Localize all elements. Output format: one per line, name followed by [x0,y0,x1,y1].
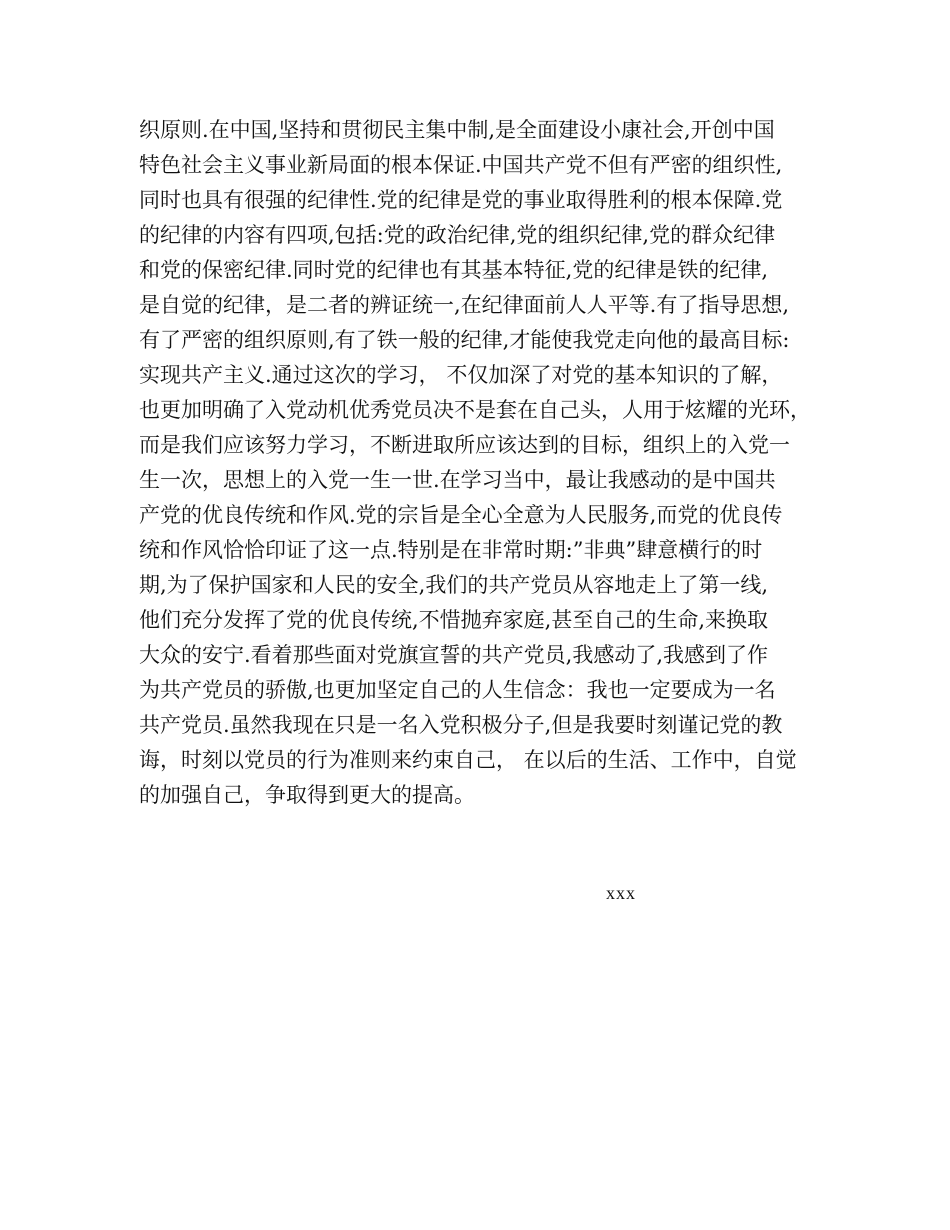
text-line: 的加强自己，争取得到更大的提高。 [139,783,475,807]
text-line: 特色社会主义事业新局面的根本保证.中国共产党不但有严密的组织性, [139,153,783,177]
text-line: 同时也具有很强的纪律性.党的纪律是党的事业取得胜利的根本保障.党 [139,188,783,212]
text-line: 为共产党员的骄傲,也更加坚定自己的人生信念：我也一定要成为一名 [139,678,776,702]
text-line: 诲，时刻以党员的行为准则来约束自己， 在以后的生活、工作中，自觉 [139,748,797,772]
text-line: 织原则.在中国,坚持和贯彻民主集中制,是全面建设小康社会,开创中国 [139,118,775,142]
text-line: 是自觉的纪律，是二者的辨证统一,在纪律面前人人平等.有了指导思想, [139,293,790,317]
text-line: 共产党员.虽然我现在只是一名入党积极分子,但是我要时刻谨记党的教 [139,713,783,737]
text-line: 统和作风恰恰印证了这一点.特别是在非常时期:”非典”肆意横行的时 [139,538,763,562]
text-line: 和党的保密纪律.同时党的纪律也有其基本特征,党的纪律是铁的纪律, [139,258,769,282]
text-line: 而是我们应该努力学习，不断进取所应该达到的目标，组织上的入党一 [139,433,790,457]
text-line: 实现共产主义.通过这次的学习， 不仅加深了对党的基本知识的了解， [139,363,783,387]
body-paragraph [139,113,829,813]
text-line: 期,为了保护国家和人民的安全,我们的共产党员从容地走上了第一线, [139,573,769,597]
text-line: 大众的安宁.看着那些面对党旗宣誓的共产党员,我感动了,我感到了作 [139,643,769,667]
text-line: 产党的优良传统和作风.党的宗旨是全心全意为人民服务,而党的优良传 [139,503,783,527]
text-line: 也更加明确了入党动机优秀党员决不是套在自己头，人用于炫耀的光环， [139,398,811,422]
text-line: 的纪律的内容有四项,包括:党的政治纪律,党的组织纪律,党的群众纪律 [139,223,776,247]
text-line: 生一次，思想上的入党一生一世.在学习当中，最让我感动的是中国共 [139,468,776,492]
signature: xxx [606,883,636,903]
text-line: 他们充分发挥了党的优良传统,不惜抛弃家庭,甚至自己的生命,来换取 [139,608,769,632]
text-line: 有了严密的组织原则,有了铁一般的纪律,才能使我党走向他的最高目标: [139,328,790,352]
